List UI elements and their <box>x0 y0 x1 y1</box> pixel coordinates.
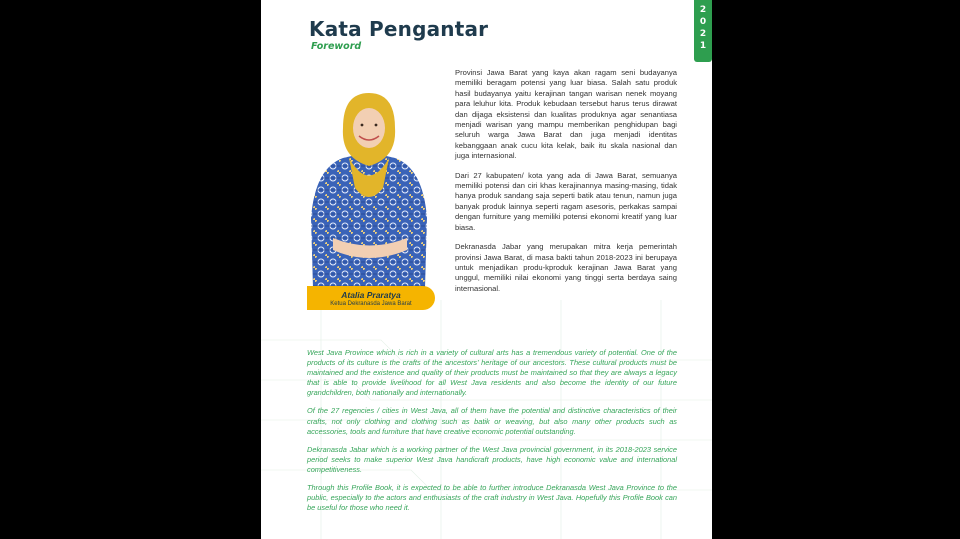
year-digit: 1 <box>699 41 707 51</box>
profile-name: Atalia Praratya <box>341 290 401 300</box>
document-page <box>261 0 712 539</box>
year-digit: 0 <box>699 17 707 27</box>
year-digit: 2 <box>699 29 707 39</box>
portrait-illustration <box>303 88 435 288</box>
year-digit: 2 <box>699 5 707 15</box>
paragraph: Of the 27 regencies / cities in West Java, all of them have the potential and distinctive characteristics of their crafts, not only clothing and clothing such as batik or weaving, but also many other products such as accessories, tools and furniture that have creative economic potential outstanding. <box>307 406 677 436</box>
page-title: Kata Pengantar <box>309 17 489 41</box>
indonesian-text <box>455 68 677 303</box>
paragraph: Dekranasda Jabar which is a working partner of the West Java provincial government, in its 2018-2023 service period seeks to make superior West Java handicraft products, have high economic value and international competitiveness. <box>307 444 677 474</box>
profile-role: Ketua Dekranasda Jawa Barat <box>330 301 412 307</box>
paragraph: Dekranasda Jabar yang merupakan mitra kerja pemerintah provinsi Jawa Barat, di masa bakti tahun 2018-2023 ini berupaya untuk menjadikan produ-kproduk kerajinan Jawa Barat yang unggul, memiliki nilai ekonomi yang tinggi serta berdaya saing internasional. <box>455 242 677 293</box>
year-tab <box>694 0 712 62</box>
paragraph: West Java Province which is rich in a variety of cultural arts has a tremendous variety of potential. One of the products of its culture is the crafts of the ancestors' heritage of our ancestors. These cultural products must be maintained and the existence and quality of their products must be maintained so that they are always a legacy that is able to provide livelihood for all West Java residents and also become the identity of our future grandchildren, both nationally and internationally. <box>307 348 677 398</box>
name-caption <box>307 286 435 310</box>
paragraph: Dari 27 kabupaten/ kota yang ada di Jawa Barat, semuanya memiliki potensi dan ciri khas kerajinannya masing-masing, tidak hanya produk sandang saja seperti batik atau tenun, namun juga banyak produk lainnya seperti ragam asesoris, perkakas sampai dengan furniture yang memiliki potensi ekonomi kreatif yang luar biasa. <box>455 170 677 232</box>
paragraph: Through this Profile Book, it is expected to be able to further introduce Dekranasda West Java Province to the public, especially to the actors and enthusiasts of the craft industry in West Java. Hopefully this Profile Book can be useful for those who need it. <box>307 483 677 513</box>
page-subtitle: Foreword <box>311 41 362 52</box>
english-text <box>307 348 677 521</box>
paragraph: Provinsi Jawa Barat yang kaya akan ragam seni budayanya memiliki beragam potensi yang luar biasa. Salah satu produk hasil budayanya yaitu kerajinan tangan warisan nenek moyang para leluhur kita. Produk kebudaan tersebut harus terus dirawat dan dijaga eksistensi dan kualitas produknya agar senantiasa menjadi warisan yang mampu memberikan penghidupan bagi seluruh warga Jawa Barat dan juga menjadi identitas kebanggaan anak cucu kita kelak, baik itu skala nasional dan juga internasional. <box>455 68 677 161</box>
